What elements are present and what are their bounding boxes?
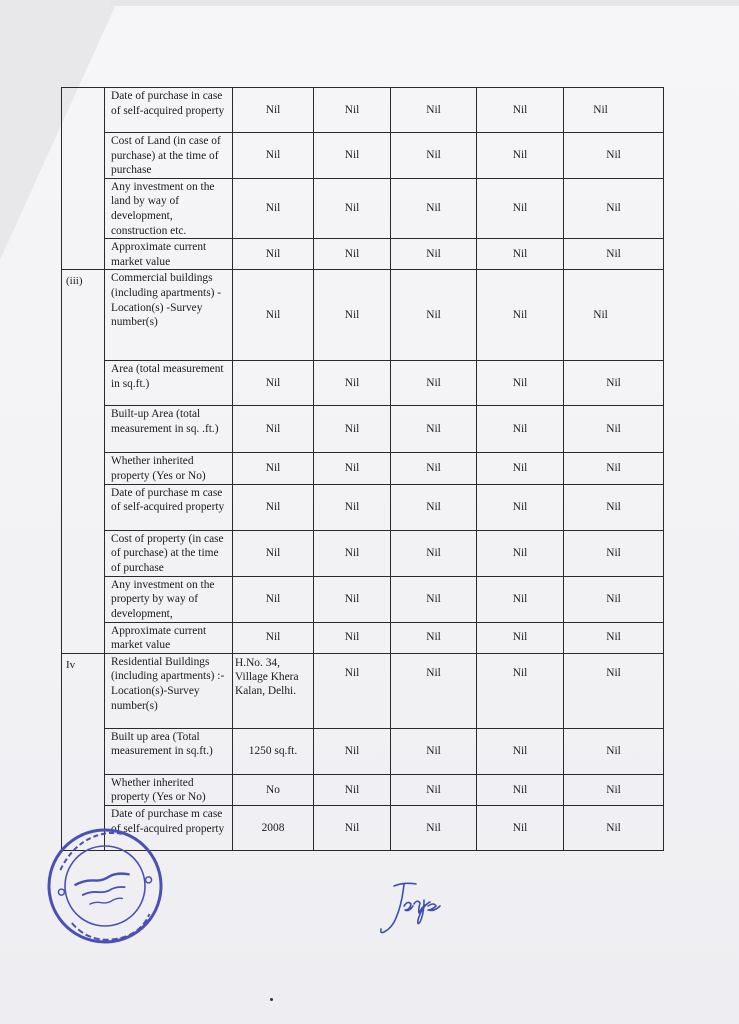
value-cell: Nil [391,270,477,361]
row-label: Residential Buildings (including apartments) :- Location(s)-Survey number(s) [105,653,233,728]
row-label: Area (total measurement in sq.ft.) [105,361,233,406]
value-cell: Nil [564,805,664,850]
value-cell: Nil [477,805,564,850]
value-cell: Nil [564,728,664,774]
table-row [62,774,664,805]
value-cell: Nil [477,270,564,361]
handwritten-signature [378,878,448,940]
value-cell: Nil [564,406,664,453]
table-row [62,361,664,406]
value-cell: Nil [314,406,391,453]
value-cell: Nil [477,133,564,179]
value-cell: Nil [564,239,664,270]
address-cell: H.No. 34, Village Khera Kalan, Delhi. [233,653,314,728]
value-cell: Nil [391,576,477,622]
value-cell: Nil [233,270,314,361]
value-cell: Nil [391,484,477,530]
value-cell: Nil [564,133,664,179]
value-cell: Nil [314,88,391,133]
value-cell: Nil [477,239,564,270]
table-row [62,728,664,774]
value-cell: Nil [233,406,314,453]
value-cell: Nil [233,576,314,622]
value-cell: Nil [233,453,314,484]
table-row [62,453,664,484]
value-cell: Nil [391,239,477,270]
row-label: Approximate current market value [105,622,233,653]
value-cell: Nil [233,239,314,270]
row-label: Commercial buildings (including apartments) -Location(s) -Survey number(s) [105,270,233,361]
value-cell: Nil [391,88,477,133]
value-cell: Nil [477,453,564,484]
value-cell: Nil [233,484,314,530]
value-cell: Nil [391,728,477,774]
value-cell: Nil [477,406,564,453]
value-cell: Nil [314,239,391,270]
row-label: Any investment on the land by way of development, construction etc. [105,178,233,238]
value-cell: Nil [314,576,391,622]
value-cell: Nil [477,484,564,530]
table-row [62,178,664,238]
row-label: Cost of property (in case of purchase) at the time of purchase [105,530,233,576]
value-cell: Nil [233,530,314,576]
value-cell: Nil [477,622,564,653]
value-cell: 1250 sq.ft. [233,728,314,774]
value-cell: Nil [477,728,564,774]
row-label: Approximate current market value [105,239,233,270]
table-row [62,484,664,530]
value-cell: Nil [564,361,664,406]
value-cell: Nil [477,774,564,805]
value-cell: Nil [314,622,391,653]
value-cell: Nil [391,530,477,576]
value-cell: Nil [391,653,477,728]
table-row [62,88,664,133]
row-label: Whether inherited property (Yes or No) [105,774,233,805]
value-cell: Nil [564,622,664,653]
table-row [62,576,664,622]
value-cell: Nil [314,270,391,361]
value-cell: Nil [391,805,477,850]
value-cell: Nil [314,453,391,484]
value-cell: Nil [314,774,391,805]
value-cell: Nil [233,178,314,238]
value-cell: Nil [314,530,391,576]
table-row [62,406,664,453]
serial-cell: Iv [62,653,105,850]
row-label: Built up area (Total measurement in sq.ft.) [105,728,233,774]
value-cell: Nil [314,133,391,179]
row-label: Built-up Area (total measurement in sq. .ft.) [105,406,233,453]
value-cell: Nil [564,653,664,728]
assets-table [61,87,664,851]
row-label: Any investment on the property by way of development, [105,576,233,622]
table-row [62,653,664,728]
notary-stamp [37,818,173,954]
row-label: Date of purchase m case of self-acquired property [105,484,233,530]
value-cell: Nil [314,805,391,850]
table-row [62,239,664,270]
row-label: Cost of Land (in case of purchase) at the time of purchase [105,133,233,179]
value-cell: Nil [314,653,391,728]
value-cell: Nil [391,178,477,238]
value-cell: Nil [391,133,477,179]
value-cell: Nil [564,453,664,484]
value-cell: Nil [314,484,391,530]
table-row [62,530,664,576]
value-cell: Nil [477,88,564,133]
value-cell: Nil [564,774,664,805]
value-cell: Nil [391,361,477,406]
value-cell: Nil [477,653,564,728]
serial-cell: (iii) [62,270,105,653]
value-cell: Nil [391,453,477,484]
value-cell: Nil [391,622,477,653]
table-row [62,622,664,653]
value-cell: Nil [314,178,391,238]
value-cell: Nil [564,484,664,530]
value-cell: Nil [564,530,664,576]
row-label: Date of purchase m case of self-acquired property [105,805,233,850]
value-cell: Nil [564,88,664,133]
value-cell: Nil [477,576,564,622]
value-cell: 2008 [233,805,314,850]
value-cell: Nil [233,133,314,179]
value-cell: Nil [477,530,564,576]
value-cell: Nil [233,88,314,133]
page-top-edge [110,0,739,6]
value-cell: Nil [314,728,391,774]
value-cell: Nil [564,576,664,622]
scan-speck [270,998,273,1001]
value-cell: Nil [314,361,391,406]
value-cell: Nil [233,361,314,406]
row-label: Whether inherited property (Yes or No) [105,453,233,484]
value-cell: Nil [233,622,314,653]
table-row [62,270,664,361]
value-cell: Nil [564,178,664,238]
value-cell: No [233,774,314,805]
value-cell: Nil [477,178,564,238]
value-cell: Nil [391,406,477,453]
value-cell: Nil [564,270,664,361]
table-row [62,133,664,179]
serial-cell [62,88,105,270]
row-label: Date of purchase in case of self-acquired property [105,88,233,133]
value-cell: Nil [391,774,477,805]
value-cell: Nil [477,361,564,406]
